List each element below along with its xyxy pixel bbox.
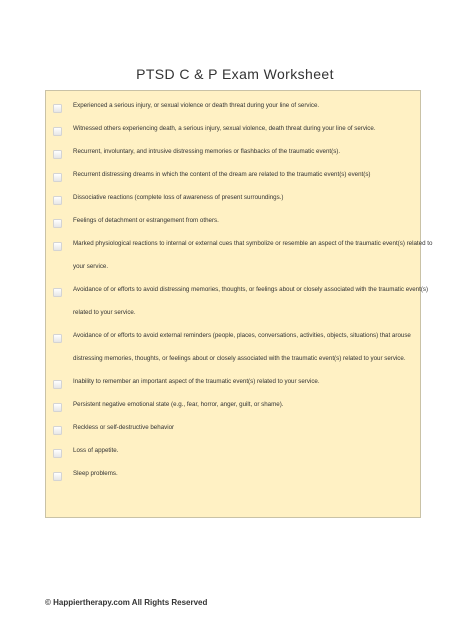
checkbox-icon[interactable] xyxy=(53,173,62,182)
checklist-item-text: Dissociative reactions (complete loss of awareness of present surroundings.) xyxy=(73,194,284,201)
checklist-item-text-continued: distressing memories, thoughts, or feelings about or closely associated with the traumatic event(s) related to your service. xyxy=(73,355,406,362)
checklist-item-text: Marked physiological reactions to internal or external cues that symbolize or resemble an aspect of the traumatic event(s) related to xyxy=(73,240,433,247)
checkbox-icon[interactable] xyxy=(53,242,62,251)
checkbox-icon[interactable] xyxy=(53,403,62,412)
copyright-footer: © Happiertherapy.com All Rights Reserved xyxy=(45,598,208,607)
checklist-item-text: Avoidance of or efforts to avoid distressing memories, thoughts, or feelings about or closely associated with the traumatic event(s) xyxy=(73,286,429,293)
checklist-item-text-continued: related to your service. xyxy=(73,309,136,316)
checkbox-icon[interactable] xyxy=(53,334,62,343)
checklist-item-text: Reckless or self-destructive behavior xyxy=(73,424,175,431)
checkbox-icon[interactable] xyxy=(53,449,62,458)
checklist-item-text: Avoidance of or efforts to avoid external reminders (people, places, conversations, activities, objects, situations) that arouse xyxy=(73,332,411,339)
checklist-item-text: Loss of appetite. xyxy=(73,447,119,454)
checkbox-icon[interactable] xyxy=(53,150,62,159)
checkbox-icon[interactable] xyxy=(53,472,62,481)
checkbox-icon[interactable] xyxy=(53,219,62,228)
checklist-item-text-continued: your service. xyxy=(73,263,109,270)
checkbox-icon[interactable] xyxy=(53,104,62,113)
checklist-item-text: Persistent negative emotional state (e.g., fear, horror, anger, guilt, or shame). xyxy=(73,401,284,408)
checklist-item-text: Witnessed others experiencing death, a serious injury, sexual violence, death threat during your line of service. xyxy=(73,125,376,132)
page-title: PTSD C & P Exam Worksheet xyxy=(136,66,334,82)
worksheet-checklist xyxy=(45,90,433,518)
checkbox-icon[interactable] xyxy=(53,196,62,205)
checkbox-icon[interactable] xyxy=(53,426,62,435)
checkbox-icon[interactable] xyxy=(53,288,62,297)
checkbox-icon[interactable] xyxy=(53,380,62,389)
checkbox-icon[interactable] xyxy=(53,127,62,136)
checklist-item-text: Inability to remember an important aspect of the traumatic event(s) related to your service. xyxy=(73,378,320,385)
checklist-item-text: Recurrent, involuntary, and intrusive distressing memories or flashbacks of the traumatic event(s). xyxy=(73,148,341,155)
checklist-item-text: Sleep problems. xyxy=(73,470,118,477)
checklist-item-text: Recurrent distressing dreams in which the content of the dream are related to the traumatic event(s) event(s) xyxy=(73,171,371,178)
checklist-item-text: Experienced a serious injury, or sexual violence or death threat during your line of service. xyxy=(73,102,320,109)
checklist-item-text: Feelings of detachment or estrangement from others. xyxy=(73,217,219,224)
